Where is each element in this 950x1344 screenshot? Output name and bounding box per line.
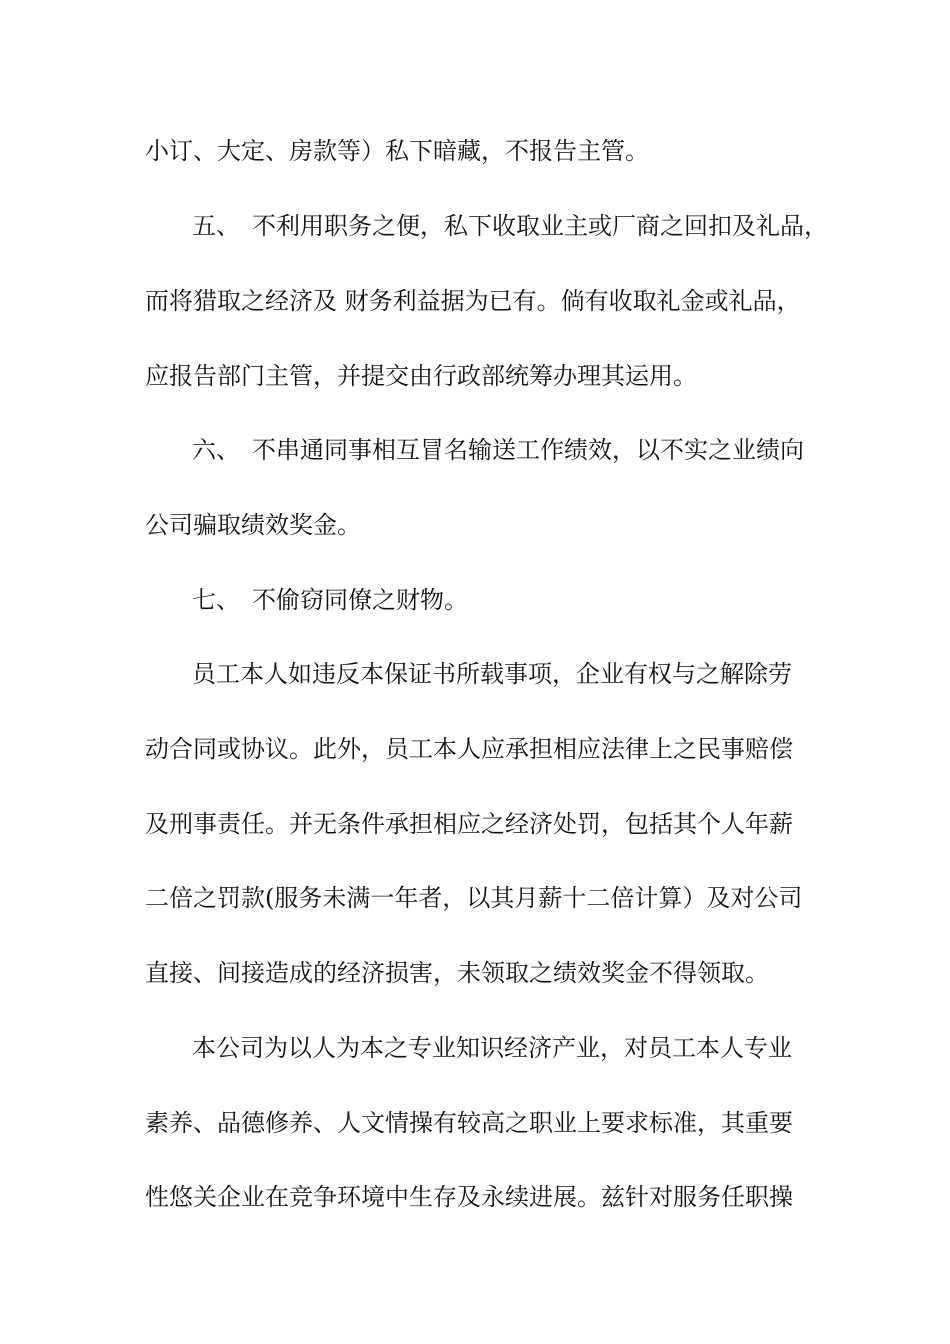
text-line: 小订、大定、房款等）私下暗藏，不报告主管。 <box>145 137 649 165</box>
text-line: 性悠关企业在竞争环境中生存及永续进展。兹针对服务任职操 <box>145 1183 793 1211</box>
text-line: 而将猎取之经济及 财务利益据为已有。倘有收取礼金或礼品， <box>145 287 801 315</box>
text-line: 应报告部门主管，并提交由行政部统筹办理其运用。 <box>145 362 697 390</box>
text-line: 素养、品德修养、人文情操有较高之职业上要求标准，其重要 <box>145 1109 793 1137</box>
text-line: 本公司为以人为本之专业知识经济产业，对员工本人专业 <box>192 1034 792 1062</box>
text-line: 五、 不利用职务之便，私下收取业主或厂商之回扣及礼品， <box>192 212 828 240</box>
text-line: 六、 不串通同事相互冒名输送工作绩效，以不实之业绩向 <box>192 436 804 464</box>
text-line: 二倍之罚款(服务未满一年者，以其月薪十二倍计算）及对公司 <box>145 884 803 912</box>
text-line: 及刑事责任。并无条件承担相应之经济处罚，包括其个人年薪 <box>145 810 793 838</box>
text-line: 公司骗取绩效奖金。 <box>145 511 361 539</box>
text-line: 直接、间接造成的经济损害，未领取之绩效奖金不得领取。 <box>145 959 769 987</box>
text-line: 动合同或协议。此外，员工本人应承担相应法律上之民事赔偿 <box>145 735 793 763</box>
text-line: 七、 不偷窃同僚之财物。 <box>192 586 468 614</box>
text-line: 员工本人如违反本保证书所载事项，企业有权与之解除劳 <box>192 660 792 688</box>
